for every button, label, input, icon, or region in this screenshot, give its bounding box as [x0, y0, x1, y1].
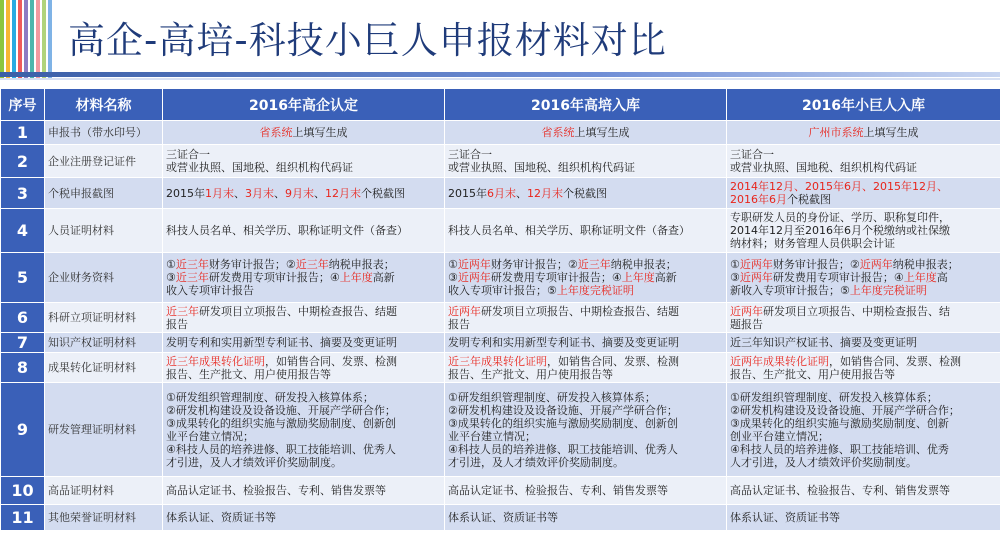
table-row	[1, 505, 1000, 531]
row-number: 10	[1, 477, 45, 505]
header-material: 材料名称	[45, 89, 163, 121]
title-underline	[0, 72, 1000, 77]
cell-gaoqi: 2015年1月末、3月末、9月末、12月末个税截图	[163, 178, 445, 209]
cell-gaopei: 体系认证、资质证书等	[445, 505, 727, 531]
cell-xiaojuren: ①近两年财务审计报告；②近两年纳税申报表； ③近两年研发费用专项审计报告；④上年度高 新收入专项审计报告；⑤上年度完税证明	[727, 253, 1000, 303]
cell-gaopei: ①近两年财务审计报告；②近三年纳税申报表； ③近两年研发费用专项审计报告；④上年度高新 收入专项审计报告；⑤上年度完税证明	[445, 253, 727, 303]
table-row	[1, 178, 1000, 209]
table-row	[1, 383, 1000, 477]
table-row	[1, 209, 1000, 253]
cell-gaopei: 三证合一 或营业执照、国地税、组织机构代码证	[445, 145, 727, 178]
cell-gaopei: 近三年成果转化证明，如销售合同、发票、检测 报告、生产批文、用户使用报告等	[445, 353, 727, 383]
material-name: 个税申报截图	[45, 178, 163, 209]
table-row	[1, 353, 1000, 383]
table-row	[1, 477, 1000, 505]
material-name: 成果转化证明材料	[45, 353, 163, 383]
table-row	[1, 253, 1000, 303]
header-gaopei: 2016年高培入库	[445, 89, 727, 121]
cell-xiaojuren: 2014年12月、2015年6月、2015年12月、 2016年6月个税截图	[727, 178, 1000, 209]
header-xiaojuren: 2016年小巨人入库	[727, 89, 1000, 121]
cell-gaoqi: 体系认证、资质证书等	[163, 505, 445, 531]
row-number: 2	[1, 145, 45, 178]
row-number: 5	[1, 253, 45, 303]
table-row	[1, 333, 1000, 353]
cell-gaoqi: ①研发组织管理制度、研发投入核算体系； ②研发机构建设及设备设施、开展产学研合作； ③成果转化的组织实施与激励奖励制度、创新创 业平台建立情况； ④科技人员的培养进修、职工技能培训、优秀人 才引进，及人才绩效评价奖励制度。	[163, 383, 445, 477]
table-row	[1, 303, 1000, 333]
cell-gaopei: 高品认定证书、检验报告、专利、销售发票等	[445, 477, 727, 505]
comparison-table	[0, 88, 1000, 531]
material-name: 人员证明材料	[45, 209, 163, 253]
row-number: 6	[1, 303, 45, 333]
cell-gaoqi: ①近三年财务审计报告；②近三年纳税申报表； ③近三年研发费用专项审计报告；④上年度高新 收入专项审计报告	[163, 253, 445, 303]
table-row	[1, 145, 1000, 178]
cell-xiaojuren: 专职研发人员的身份证、学历、职称复印件， 2014年12月至2016年6月个税缴纳或社保缴 纳材料；财务管理人员供职会计证	[727, 209, 1000, 253]
cell-xiaojuren: 体系认证、资质证书等	[727, 505, 1000, 531]
material-name: 申报书（带水印号）	[45, 121, 163, 145]
material-name: 研发管理证明材料	[45, 383, 163, 477]
cell-gaopei: 近两年研发项目立项报告、中期检查报告、结题 报告	[445, 303, 727, 333]
material-name: 企业财务资料	[45, 253, 163, 303]
row-number: 1	[1, 121, 45, 145]
material-name: 其他荣誉证明材料	[45, 505, 163, 531]
row-number: 11	[1, 505, 45, 531]
title-underline-thin	[0, 78, 1000, 80]
row-number: 8	[1, 353, 45, 383]
cell-gaoqi: 三证合一 或营业执照、国地税、组织机构代码证	[163, 145, 445, 178]
cell-xiaojuren: 高品认定证书、检验报告、专利、销售发票等	[727, 477, 1000, 505]
cell-xiaojuren: 近两年研发项目立项报告、中期检查报告、结 题报告	[727, 303, 1000, 333]
cell-xiaojuren: 广州市系统上填写生成	[727, 121, 1000, 145]
cell-xiaojuren: 三证合一 或营业执照、国地税、组织机构代码证	[727, 145, 1000, 178]
row-number: 3	[1, 178, 45, 209]
header-index: 序号	[1, 89, 45, 121]
cell-gaoqi: 近三年研发项目立项报告、中期检查报告、结题 报告	[163, 303, 445, 333]
row-number: 7	[1, 333, 45, 353]
cell-gaoqi: 科技人员名单、相关学历、职称证明文件（备查）	[163, 209, 445, 253]
cell-gaopei: 科技人员名单、相关学历、职称证明文件（备查）	[445, 209, 727, 253]
cell-gaoqi: 省系统上填写生成	[163, 121, 445, 145]
cell-xiaojuren: 近两年成果转化证明，如销售合同、发票、检测 报告、生产批文、用户使用报告等	[727, 353, 1000, 383]
material-name: 高品证明材料	[45, 477, 163, 505]
cell-gaopei: 2015年6月末、12月末个税截图	[445, 178, 727, 209]
table-row	[1, 121, 1000, 145]
header-gaoqi: 2016年高企认定	[163, 89, 445, 121]
row-number: 4	[1, 209, 45, 253]
cell-gaopei: 省系统上填写生成	[445, 121, 727, 145]
cell-gaopei: 发明专利和实用新型专利证书、摘要及变更证明	[445, 333, 727, 353]
cell-gaoqi: 发明专利和实用新型专利证书、摘要及变更证明	[163, 333, 445, 353]
decorative-accent-bars	[0, 0, 60, 80]
row-number: 9	[1, 383, 45, 477]
material-name: 企业注册登记证件	[45, 145, 163, 178]
table-header-row	[1, 89, 1000, 121]
cell-gaoqi: 高品认定证书、检验报告、专利、销售发票等	[163, 477, 445, 505]
material-name: 知识产权证明材料	[45, 333, 163, 353]
material-name: 科研立项证明材料	[45, 303, 163, 333]
cell-xiaojuren: 近三年知识产权证书、摘要及变更证明	[727, 333, 1000, 353]
cell-gaoqi: 近三年成果转化证明，如销售合同、发票、检测 报告、生产批文、用户使用报告等	[163, 353, 445, 383]
cell-xiaojuren: ①研发组织管理制度、研发投入核算体系； ②研发机构建设及设备设施、开展产学研合作； ③成果转化的组织实施与激励奖励制度、创新 创业平台建立情况； ④科技人员的培养进修、职工技能培训、优秀 人才引进，及人才绩效评价奖励制度。	[727, 383, 1000, 477]
cell-gaopei: ①研发组织管理制度、研发投入核算体系； ②研发机构建设及设备设施、开展产学研合作； ③成果转化的组织实施与激励奖励制度、创新创 业平台建立情况； ④科技人员的培养进修、职工技能培训、优秀人 才引进，及人才绩效评价奖励制度。	[445, 383, 727, 477]
page-title: 高企-高培-科技小巨人申报材料对比	[68, 19, 667, 62]
